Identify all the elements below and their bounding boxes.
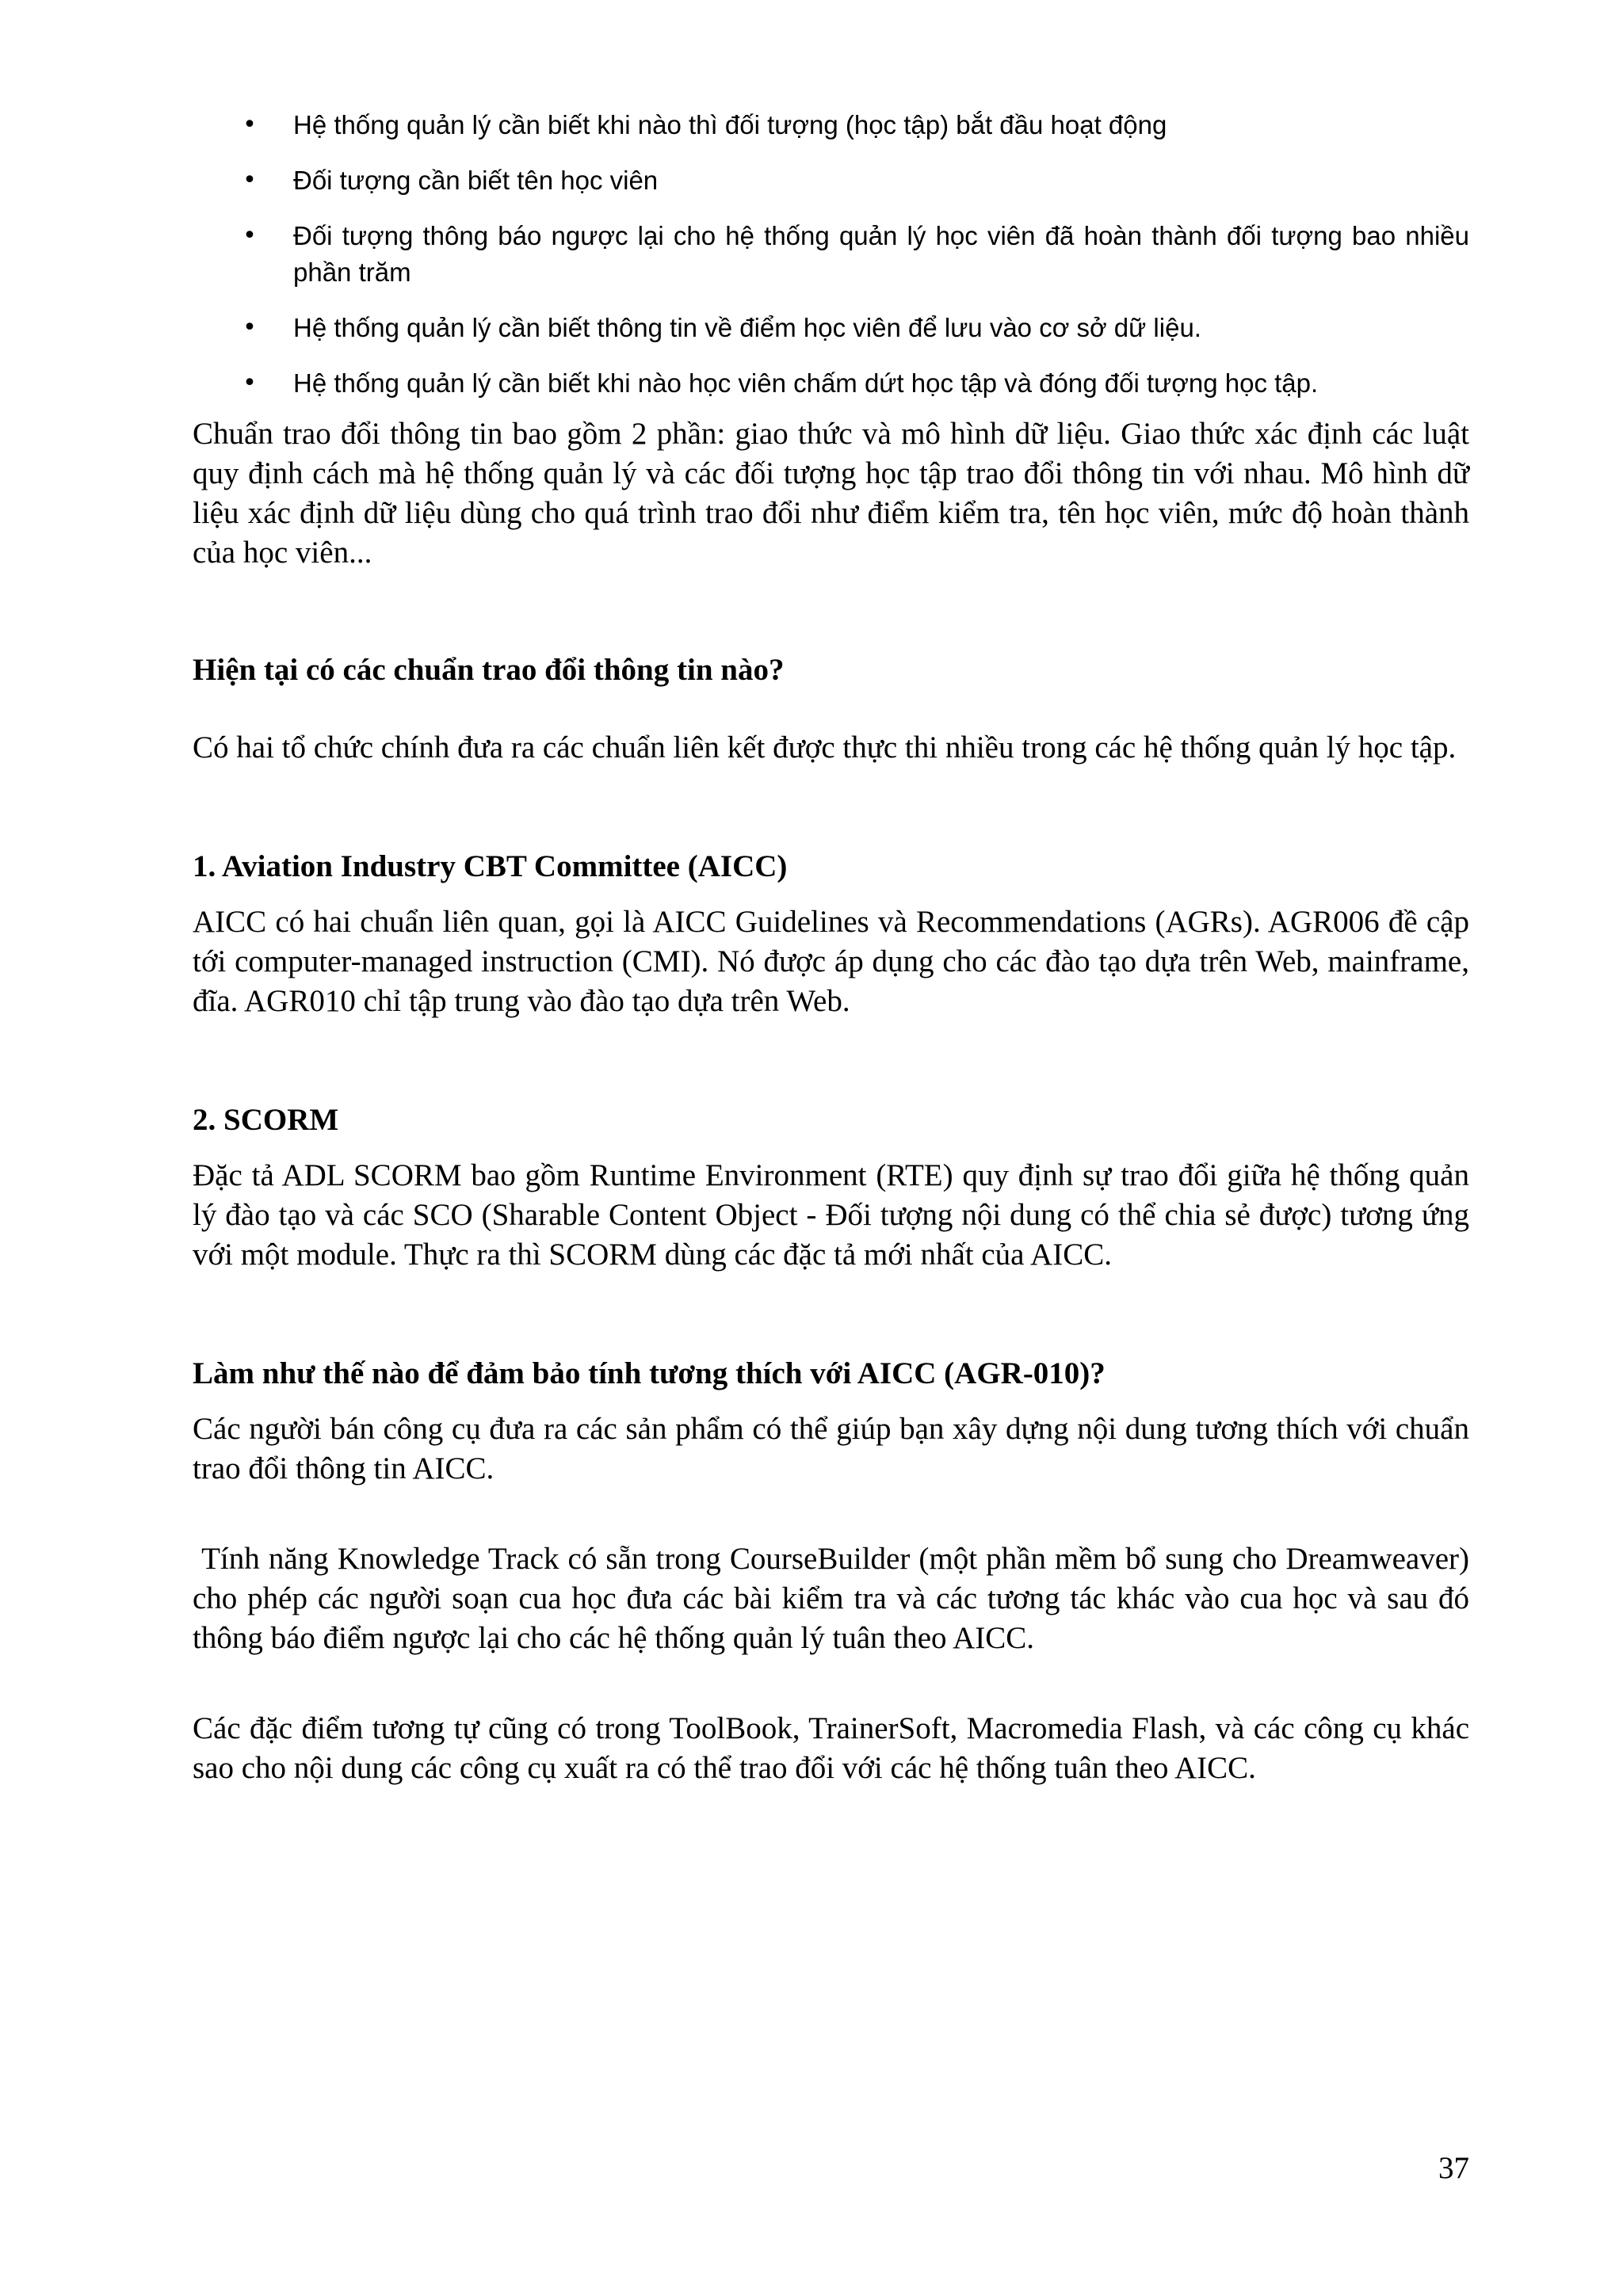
scorm-body: Đặc tả ADL SCORM bao gồm Runtime Environment (RTE) quy định sự trao đổi giữa hệ thống quản lý đào tạo và các SCO (Sharable Content Object - Đối tượng nội dung có thể chia sẻ được) tương ứng với một module. Thực ra thì SCORM dùng các đặc tả mới nhất của AICC. [193, 1158, 1469, 1272]
bullet-text: Đối tượng thông báo ngược lại cho hệ thống quản lý học viên đã hoàn thành đối tượng bao nhiều phần trăm [293, 221, 1469, 287]
standards-question-body: Có hai tổ chức chính đưa ra các chuẩn liên kết được thực thi nhiều trong các hệ thống quản lý học tập. [193, 730, 1457, 765]
bullet-icon: • [242, 166, 257, 194]
bullet-icon: • [242, 314, 257, 341]
page-content [193, 107, 1477, 1788]
bullet-text: Đối tượng cần biết tên học viên [293, 166, 659, 195]
aicc-heading: 1. Aviation Industry CBT Committee (AICC) [193, 849, 788, 883]
intro-paragraph: Chuẩn trao đổi thông tin bao gồm 2 phần: giao thức và mô hình dữ liệu. Giao thức xác định các luật quy định cách mà hệ thống quản lý và các đối tượng học tập trao đổi thông tin với nhau. Mô hình dữ liệu xác định dữ liệu dùng cho quá trình trao đổi như điểm kiểm tra, tên học viên, mức độ hoàn thành của học viên... [193, 417, 1469, 570]
aicc-body: AICC có hai chuẩn liên quan, gọi là AICC Guidelines và Recommendations (AGRs). AGR006 đề cập tới computer-managed instruction (CMI). Nó được áp dụng cho các đào tạo dựa trên Web, mainframe, đĩa. AGR010 chỉ tập trung vào đào tạo dựa trên Web. [193, 905, 1469, 1018]
compatibility-body-3: Các đặc điểm tương tự cũng có trong ToolBook, TrainerSoft, Macromedia Flash, và các công cụ khác sao cho nội dung các công cụ xuất ra có thể trao đổi với các hệ thống tuân theo AICC. [193, 1711, 1469, 1785]
bullet-item [193, 365, 1469, 402]
page-number: 37 [1438, 2151, 1469, 2185]
bullet-icon: • [242, 369, 257, 397]
bullet-item [193, 310, 1469, 346]
compatibility-body-1: Các người bán công cụ đưa ra các sản phẩm có thể giúp bạn xây dựng nội dung tương thích với chuẩn trao đổi thông tin AICC. [193, 1412, 1469, 1486]
compatibility-body-2: Tính năng Knowledge Track có sẵn trong CourseBuilder (một phần mềm bổ sung cho Dreamweaver) cho phép các người soạn cua học đưa các bài kiểm tra và các tương tác khác vào cua học và sau đó thông báo điểm ngược lại cho các hệ thống quản lý tuân theo AICC. [193, 1542, 1477, 1655]
bullet-icon: • [242, 111, 257, 139]
bullet-text: Hệ thống quản lý cần biết khi nào thì đối tượng (học tập) bắt đầu hoạt động [293, 110, 1167, 139]
bullet-text: Hệ thống quản lý cần biết thông tin về điểm học viên để lưu vào cơ sở dữ liệu. [293, 313, 1201, 342]
bullet-item [193, 162, 1469, 199]
standards-question-heading: Hiện tại có các chuẩn trao đổi thông tin nào? [193, 653, 785, 687]
compatibility-heading: Làm như thế nào để đảm bảo tính tương thích với AICC (AGR-010)? [193, 1356, 1106, 1390]
bullet-item [193, 107, 1469, 143]
bullet-icon: • [242, 222, 257, 250]
bullet-item [193, 218, 1469, 291]
bullet-text: Hệ thống quản lý cần biết khi nào học viên chấm dứt học tập và đóng đối tượng học tập. [293, 368, 1319, 398]
requirements-bullet-list [193, 107, 1469, 402]
scorm-heading: 2. SCORM [193, 1103, 339, 1137]
